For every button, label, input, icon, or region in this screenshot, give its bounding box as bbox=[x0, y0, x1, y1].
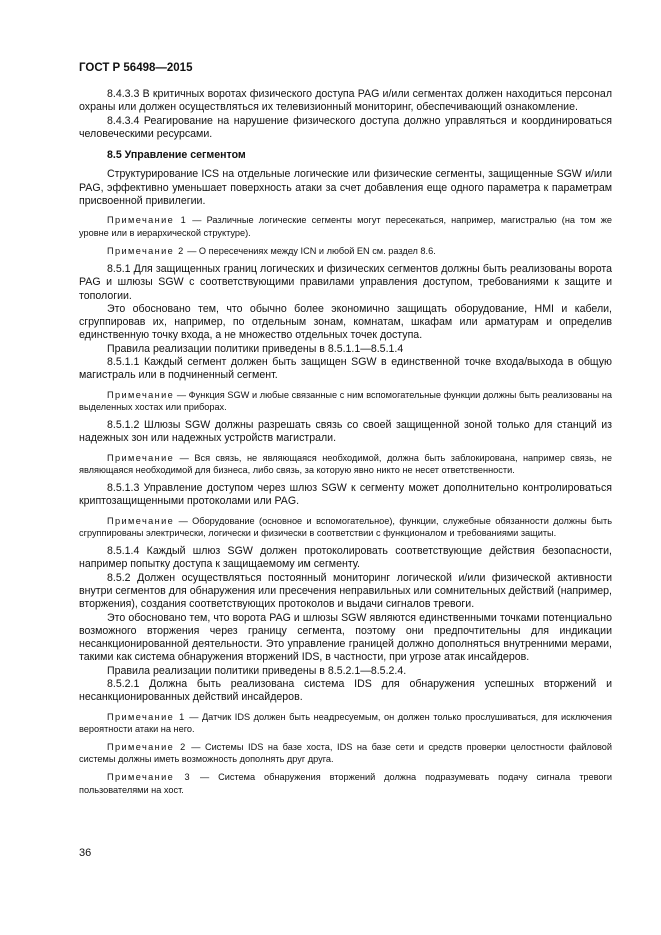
paragraph: Правила реализации политики приведены в 8.5.2.1—8.5.2.4. bbox=[107, 664, 407, 677]
paragraph: 8.4.3.4 Реагирование на нарушение физического доступа должно управляться и координироваться человеческими ресурсами. bbox=[79, 114, 612, 140]
note-text: — О пересечениях между ICN и любой EN см. раздел 8.6. bbox=[184, 245, 436, 256]
paragraph: 8.5.1 Для защищенных границ логических и физических сегментов должны быть реализованы ворота PAG и шлюзы SGW с соответствующими правилами управления доступом, требованиями к защите и топологии. bbox=[79, 262, 612, 302]
paragraph: Структурирование ICS на отдельные логические или физические сегменты, защищенные SGW и/или PAG, эффективно уменьшает поверхность атаки за счет добавления еще одного параметра к параметрам присвоенной привилегии. bbox=[79, 168, 612, 208]
note-text: — Датчик IDS должен быть неадресуемым, он должен только прослушиваться, для исключения вероятности атаки на него. bbox=[79, 711, 613, 734]
paragraph: 8.4.3.3 В критичных воротах физического доступа PAG и/или сегментах должен находиться персонал охраны или должен осуществляться их телевизионный мониторинг, обеспечивающий ознакомление. bbox=[79, 88, 612, 114]
paragraph: Это обосновано тем, что ворота PAG и шлюзы SGW являются единственными точками потенциально возможного вторжения через границу сегмента, поэтому они предпочтительны для индикации несанкционированной деятельности. Это управление границей должно дополняться внутренними мерами, такими как система обнаружения вторжений IDS, в частности, при угрозе атак инсайдеров. bbox=[79, 611, 612, 664]
paragraph: 8.5.1.3 Управление доступом через шлюз SGW к сегменту может дополнительно контролироваться криптозащищенными протоколами или PAG. bbox=[79, 482, 612, 508]
note-label: Примечание bbox=[107, 452, 175, 463]
note-label: Примечание 1 bbox=[107, 711, 186, 722]
note-text: — Вся связь, не являющаяся необходимой, должна быть заблокирована, например связь, не являющаяся необходимой для бизнеса, либо связь, за которую явно никто не несет ответственности. bbox=[79, 452, 612, 475]
section-heading: 8.5 Управление сегментом bbox=[107, 149, 246, 162]
note-label: Примечание 3 bbox=[107, 772, 192, 783]
note bbox=[79, 741, 612, 765]
note-text: — Системы IDS на базе хоста, IDS на базе сети и средств проверки целостности файловой системы должны иметь возможность дополнять друг друга. bbox=[79, 742, 613, 765]
note bbox=[79, 245, 612, 257]
note bbox=[79, 389, 612, 413]
paragraph: 8.5.1.2 Шлюзы SGW должны разрешать связь со своей защищенной зоной только для станций из надежных зон или надежных устройств магистрали. bbox=[79, 419, 612, 445]
paragraph: 8.5.2 Должен осуществляться постоянный мониторинг логической и/или физической активности внутри сегментов для обнаружения или пресечения неправильных или сомнительных действий (например, вторжения), создания соответствующих протоколов и выдачи сигналов тревоги. bbox=[79, 571, 612, 611]
note-label: Примечание 1 bbox=[107, 215, 188, 226]
document-body bbox=[79, 88, 612, 802]
note-label: Примечание 2 bbox=[107, 742, 187, 753]
note-text: — Функция SGW и любые связанные с ним вспомогательные функции должны быть реализованы на выделенных хостах или приборах. bbox=[79, 389, 612, 412]
note bbox=[79, 771, 612, 795]
note-text: — Различные логические сегменты могут пересекаться, например, магистралью (на том же уровне или в иерархической структуре). bbox=[79, 215, 613, 238]
note bbox=[79, 711, 612, 735]
note-text: — Система обнаружения вторжений должна подразумевать подачу сигнала тревоги пользователями на хост. bbox=[79, 772, 612, 795]
page-number: 36 bbox=[79, 847, 92, 859]
note-text: — Оборудование (основное и вспомогательное), функции, служебные обязанности должны быть сгруппированы электрически, логически и физически в соответствии с функционалом и требованиями защиты. bbox=[79, 515, 612, 538]
paragraph: Правила реализации политики приведены в 8.5.1.1—8.5.1.4 bbox=[107, 342, 404, 355]
note bbox=[79, 452, 612, 476]
note bbox=[79, 214, 612, 238]
paragraph: Это обосновано тем, что обычно более экономично защищать оборудование, HMI и кабели, сгруппировав их, например, по отдельным зонам, комнатам, шкафам или арматурам и определив единственную точку входа, а не множество отдельных точек доступа. bbox=[79, 302, 612, 342]
note-label: Примечание bbox=[107, 515, 175, 526]
note-label: Примечание bbox=[107, 389, 175, 400]
paragraph: 8.5.1.1 Каждый сегмент должен быть защищен SGW в единственной точке входа/выхода в общую магистраль или в подчиненный сегмент. bbox=[79, 356, 612, 382]
paragraph: 8.5.1.4 Каждый шлюз SGW должен протоколировать соответствующие действия безопасности, например попытку доступа к защищаемому им сегменту. bbox=[79, 545, 612, 571]
note-label: Примечание 2 bbox=[107, 245, 185, 256]
note bbox=[79, 515, 612, 539]
paragraph: 8.5.2.1 Должна быть реализована система IDS для обнаружения успешных вторжений и несанкционированных действий инсайдеров. bbox=[79, 678, 612, 704]
document-header-code: ГОСТ Р 56498—2015 bbox=[79, 62, 193, 74]
